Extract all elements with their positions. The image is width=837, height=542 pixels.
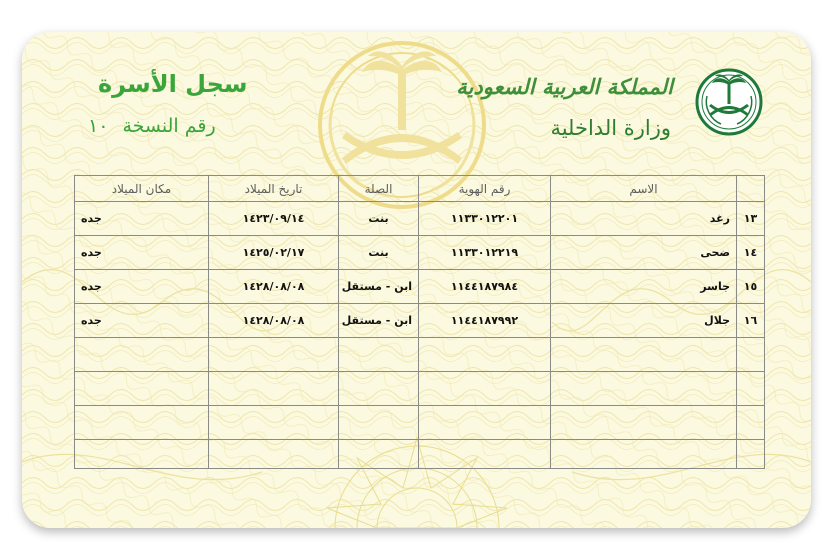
family-members-table	[74, 175, 765, 469]
empty-cell	[75, 406, 209, 440]
column-header-relation: الصلة	[339, 176, 419, 202]
column-header	[737, 176, 765, 202]
member-id: ١١٣٣٠١٢٢٠١	[419, 202, 551, 236]
row-number: ١٦	[737, 304, 765, 338]
member-birth-place: جده	[75, 304, 209, 338]
empty-cell	[551, 372, 737, 406]
copy-number: ١٠	[88, 115, 109, 137]
column-header-name: الاسم	[551, 176, 737, 202]
empty-cell	[551, 406, 737, 440]
row-number: ١٤	[737, 236, 765, 270]
empty-cell	[737, 440, 765, 469]
empty-cell	[209, 372, 339, 406]
member-birth-date: ١٤٢٨/٠٨/٠٨	[209, 304, 339, 338]
member-birth-place: جده	[75, 202, 209, 236]
member-id: ١١٤٤١٨٧٩٨٤	[419, 270, 551, 304]
empty-cell	[75, 338, 209, 372]
member-id: ١١٣٣٠١٢٢١٩	[419, 236, 551, 270]
column-header-birth-date: تاريخ الميلاد	[209, 176, 339, 202]
empty-cell	[339, 338, 419, 372]
table-row	[75, 304, 765, 338]
empty-cell	[419, 338, 551, 372]
member-name: ضحى	[551, 236, 737, 270]
empty-table-row	[75, 338, 765, 372]
empty-table-row	[75, 406, 765, 440]
empty-cell	[551, 338, 737, 372]
column-header-id: رقم الهوية	[419, 176, 551, 202]
empty-cell	[339, 372, 419, 406]
member-name: جلال	[551, 304, 737, 338]
copy-label: رقم النسخة	[122, 115, 216, 137]
empty-cell	[551, 440, 737, 469]
row-number: ١٣	[737, 202, 765, 236]
saudi-emblem-icon	[695, 68, 763, 136]
empty-table-row	[75, 372, 765, 406]
empty-cell	[209, 406, 339, 440]
table-row	[75, 202, 765, 236]
member-name: رغد	[551, 202, 737, 236]
empty-cell	[737, 338, 765, 372]
empty-cell	[209, 338, 339, 372]
empty-cell	[419, 406, 551, 440]
member-id: ١١٤٤١٨٧٩٩٢	[419, 304, 551, 338]
member-birth-date: ١٤٢٨/٠٨/٠٨	[209, 270, 339, 304]
table-header-row	[75, 176, 765, 202]
member-relation: ابن - مستقل	[339, 304, 419, 338]
table-row	[75, 236, 765, 270]
ministry-name: وزارة الداخلية	[550, 116, 671, 140]
table-row	[75, 270, 765, 304]
empty-cell	[419, 440, 551, 469]
member-birth-date: ١٤٢٥/٠٢/١٧	[209, 236, 339, 270]
copy-number-line	[88, 115, 216, 137]
member-relation: بنت	[339, 236, 419, 270]
empty-cell	[75, 440, 209, 469]
family-record-card	[22, 32, 811, 528]
empty-table-row	[75, 440, 765, 469]
member-birth-place: جده	[75, 236, 209, 270]
kingdom-name: المملكة العربية السعودية	[456, 75, 673, 99]
empty-cell	[737, 406, 765, 440]
column-header-birth-place: مكان الميلاد	[75, 176, 209, 202]
member-relation: ابن - مستقل	[339, 270, 419, 304]
member-birth-place: جده	[75, 270, 209, 304]
empty-cell	[339, 406, 419, 440]
member-name: جاسر	[551, 270, 737, 304]
record-title: سجل الأسرة	[98, 70, 248, 98]
empty-cell	[339, 440, 419, 469]
member-birth-date: ١٤٢٣/٠٩/١٤	[209, 202, 339, 236]
empty-cell	[209, 440, 339, 469]
row-number: ١٥	[737, 270, 765, 304]
empty-cell	[737, 372, 765, 406]
member-relation: بنت	[339, 202, 419, 236]
empty-cell	[419, 372, 551, 406]
empty-cell	[75, 372, 209, 406]
